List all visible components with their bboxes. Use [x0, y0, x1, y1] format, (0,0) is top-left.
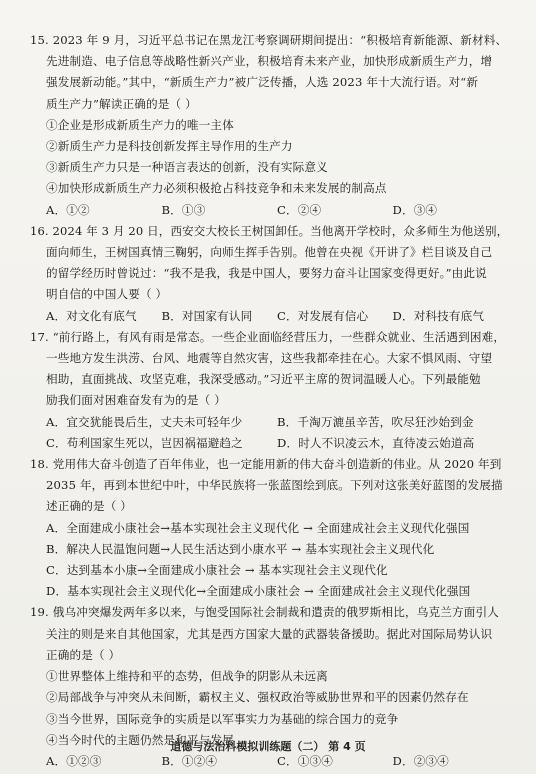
- question-17-stem-line: 一些地方发生洪涝、台风、地震等自然灾害，这些我都牵挂在心。大家不惧风雨、守望: [46, 351, 493, 366]
- question-16-stem-line: 面向师生，王树国真情三鞠躬，向师生挥手告别。他曾在央视《开讲了》栏目谈及自己: [46, 245, 493, 260]
- question-17-stem-line: 相助，直面挑战、攻坚克难，我深受感动。”习近平主席的贺词温暖人心。下列最能勉: [46, 372, 481, 387]
- question-15-statement: ②新质生产力是科技创新发挥主导作用的生产力: [46, 139, 293, 154]
- question-19-statement: ①世界整体上维持和平的态势，但战争的阴影从未远离: [46, 669, 328, 684]
- option-a: A．宜交犹能畏后生，丈夫未可轻年少: [46, 414, 243, 429]
- question-19-statement: ④当今时代的主题仍然是和平与发展: [46, 732, 234, 747]
- option-c: C．②④: [277, 202, 322, 217]
- option-a: A．对文化有底气: [46, 308, 137, 323]
- question-19-options: [30, 751, 508, 772]
- question-17: [30, 327, 508, 454]
- question-15-stem-line: 质生产力”解读正确的是（ ）: [46, 96, 197, 111]
- page-footer: 道德与法治科模拟训练题（二） 第 4 页: [170, 740, 366, 753]
- question-17-stem-line: 17. “前行路上，有风有雨是常态。一些企业面临经营压力，一些群众就业、生活遇到困难，: [30, 329, 506, 344]
- option-b: B．千淘万漉虽辛苦，吹尽狂沙始到金: [277, 414, 474, 429]
- question-16-stem-line: 明自信的中国人要（ ）: [46, 287, 168, 302]
- question-16-stem-line: 16. 2024 年 3 月 20 日，西安交大校长王树国卸任。当他离开学校时，众多师生为他送别，: [30, 223, 509, 238]
- question-16: [30, 221, 508, 327]
- option-d: D．基本实现社会主义现代化→全面建成小康社会 → 全面建成社会主义现代化强国: [46, 584, 471, 599]
- option-d: D．③④: [392, 202, 438, 217]
- option-c: C．对发展有信心: [277, 308, 369, 323]
- option-c: C．苟利国家生死以，岂因祸福避趋之: [46, 435, 243, 450]
- question-17-options-row: [30, 412, 508, 433]
- option-b: B．①②④: [161, 753, 218, 768]
- option-d: D．时人不识凌云木，直待凌云始道高: [277, 435, 475, 450]
- question-19-statement: ③当今世界，国际竞争的实质是以军事实力为基础的综合国力的竞争: [46, 711, 399, 726]
- question-18-stem-line: 18. 党用伟大奋斗创造了百年伟业，也一定能用新的伟大奋斗创造新的伟业。从 2020 年到: [30, 457, 502, 472]
- question-15-stem-line: 15. 2023 年 9 月，习近平总书记在黑龙江考察调研期间提出：“积极培育新能源、新材料、: [30, 33, 508, 47]
- question-17-stem-line: 励我们面对困难奋发有为的是（ ）: [46, 393, 226, 408]
- question-19-stem-line: 关注的则是来自其他国家，尤其是西方国家大量的武器装备援助。据此对国际局势认识: [46, 626, 493, 641]
- option-c: C．达到基本小康→全面建成小康社会 → 基本实现社会主义现代化: [46, 563, 388, 578]
- question-content: [30, 30, 508, 772]
- question-17-options-row: [30, 433, 508, 454]
- question-19-statement: ②局部战争与冲突从未间断，霸权主义、强权政治等威胁世界和平的因素仍然存在: [46, 690, 469, 705]
- option-d: D．②③④: [392, 753, 449, 768]
- question-19-stem-line: 19. 俄乌冲突爆发两年多以来，与饱受国际社会制裁和遣责的俄罗斯相比，乌克兰方面引人: [30, 605, 499, 620]
- option-a: A．全面建成小康社会→基本实现社会主义现代化 → 全面建成社会主义现代化强国: [46, 520, 470, 535]
- option-c: C．①③④: [277, 753, 333, 768]
- question-16-options: [30, 306, 508, 327]
- question-15-statement: ①企业是形成新质生产力的唯一主体: [46, 117, 234, 132]
- question-15-statement: ③新质生产力只是一种语言表达的创新，没有实际意义: [46, 160, 328, 175]
- question-15-options: [30, 200, 508, 221]
- option-b: B．对国家有认同: [161, 308, 253, 323]
- question-18-stem-line: 2035 年，再到本世纪中叶，中华民族将一张蓝图绘到底。下列对这张美好蓝图的发展描: [46, 478, 503, 493]
- option-d: D．对科技有底气: [392, 308, 485, 323]
- question-15-stem-line: 先进制造、电子信息等战略性新兴产业，积极培育未来产业，加快形成新质生产力，增: [46, 54, 493, 69]
- question-19-stem-line: 正确的是（ ）: [46, 647, 121, 662]
- option-a: A．①②③: [46, 753, 102, 768]
- question-18: [30, 454, 508, 602]
- option-a: A．①②: [46, 202, 90, 217]
- question-15-statement: ④加快形成新质生产力必须积极抢占科技竞争和未来发展的制高点: [46, 181, 387, 196]
- question-15: [30, 30, 508, 221]
- question-18-stem-line: 述正确的是（ ）: [46, 499, 133, 514]
- question-16-stem-line: 的留学经历时曾说过：“我不是我，我是中国人，要努力奋斗让国家变得更好。”由此说: [46, 266, 487, 281]
- option-b: B．解决人民温饱问题→人民生活达到小康水平 → 基本实现社会主义现代化: [46, 541, 435, 556]
- question-15-stem-line: 强发展新动能。”其中，“新质生产力”被广泛传播，人选 2023 年十大流行语。对“新: [46, 75, 479, 90]
- option-b: B．①③: [161, 202, 206, 217]
